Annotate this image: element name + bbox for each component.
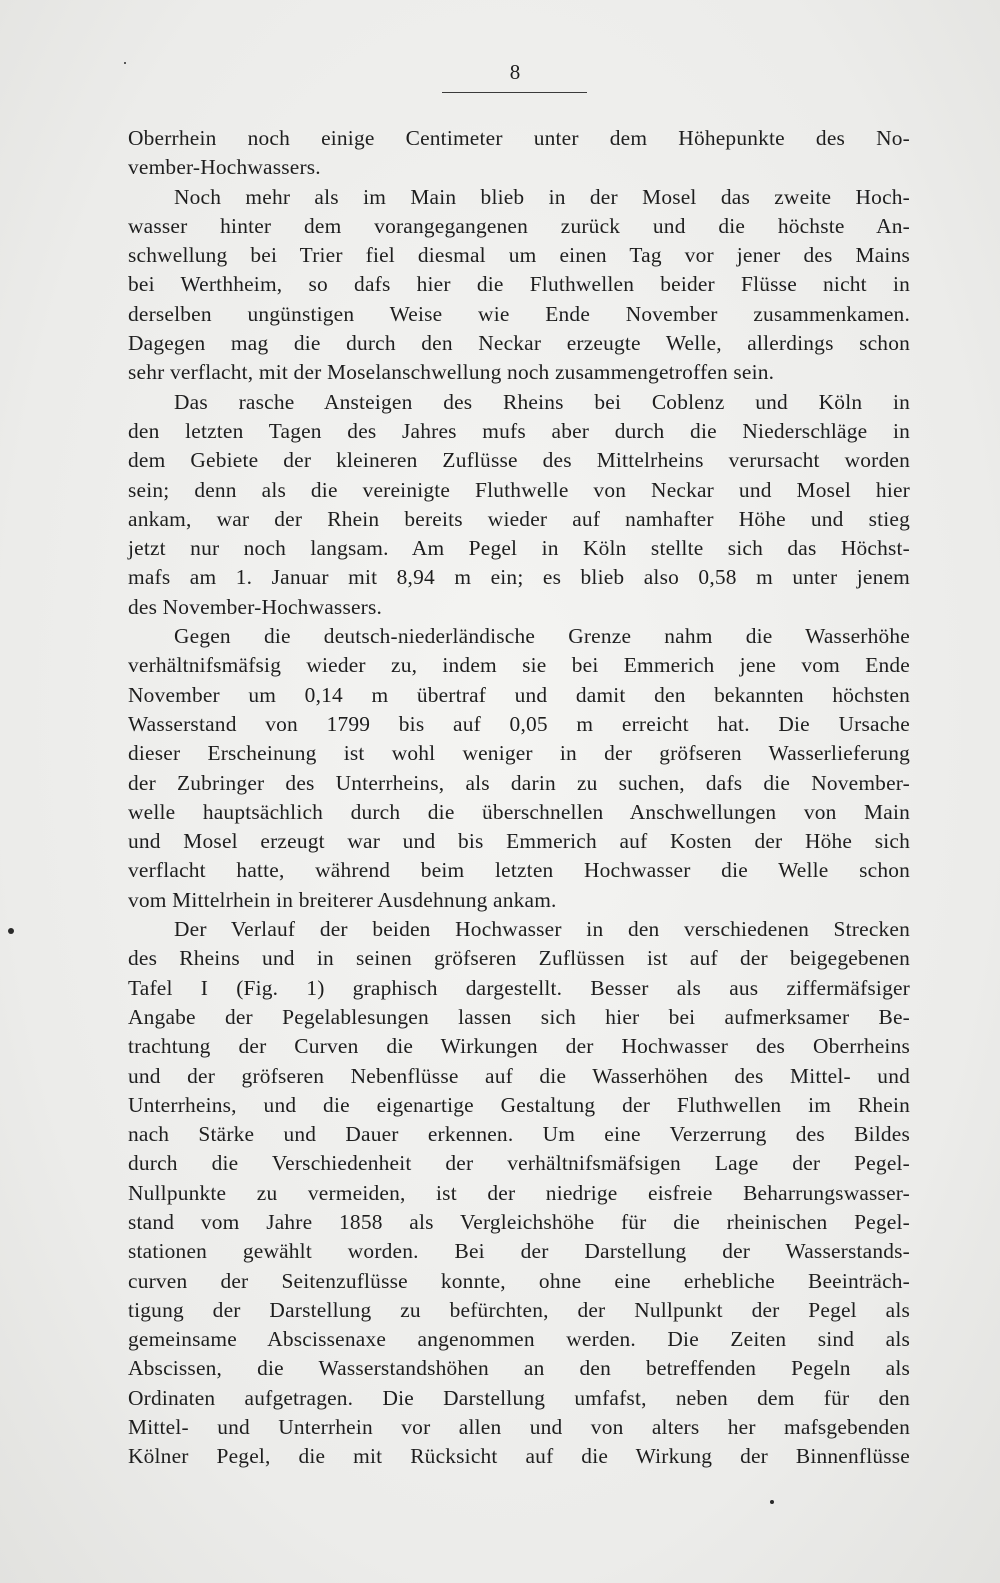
- text-line: stationen gewählt worden. Bei der Darstellung der Wasserstands-: [128, 1239, 910, 1264]
- text-line: November um 0,14 m übertraf und damit den bekannten höchsten: [128, 682, 910, 707]
- text-line: mafs am 1. Januar mit 8,94 m ein; es blieb also 0,58 m unter jenem: [128, 565, 910, 590]
- text-line: curven der Seitenzuflüsse konnte, ohne eine erhebliche Beeinträch-: [128, 1268, 910, 1293]
- text-line: Mittel- und Unterrhein vor allen und von alters her mafsgebenden: [128, 1415, 910, 1440]
- text-line: trachtung der Curven die Wirkungen der Hochwasser des Oberrheins: [128, 1034, 910, 1059]
- text-line: Tafel I (Fig. 1) graphisch dargestellt. Besser als aus ziffermäfsiger: [128, 975, 910, 1000]
- text-line: des November-Hochwassers.: [128, 594, 383, 619]
- scan-speck: [124, 62, 126, 64]
- text-line: gemeinsame Abscissenaxe angenommen werden. Die Zeiten sind als: [128, 1327, 910, 1352]
- text-line: Das rasche Ansteigen des Rheins bei Coblenz und Köln in: [174, 389, 910, 414]
- text-line: und der gröfseren Nebenflüsse auf die Wasserhöhen des Mittel- und: [128, 1063, 910, 1088]
- text-line: nach Stärke und Dauer erkennen. Um eine Verzerrung des Bildes: [128, 1122, 910, 1147]
- text-line: Kölner Pegel, die mit Rücksicht auf die Wirkung der Binnenflüsse: [128, 1444, 910, 1469]
- text-line: und Mosel erzeugt war und bis Emmerich auf Kosten der Höhe sich: [128, 829, 910, 854]
- text-line: tigung der Darstellung zu befürchten, der Nullpunkt der Pegel als: [128, 1297, 910, 1322]
- text-line: verhältnifsmäfsig wieder zu, indem sie bei Emmerich jene vom Ende: [128, 653, 910, 678]
- text-line: Unterrheins, und die eigenartige Gestaltung der Fluthwellen im Rhein: [128, 1092, 910, 1117]
- header-rule: [442, 92, 587, 93]
- text-line: Ordinaten aufgetragen. Die Darstellung umfafst, neben dem für den: [128, 1385, 910, 1410]
- text-line: schwellung bei Trier fiel diesmal um einen Tag vor jener des Mains: [128, 243, 910, 268]
- text-line: Der Verlauf der beiden Hochwasser in den verschiedenen Strecken: [174, 917, 910, 942]
- text-line: derselben ungünstigen Weise wie Ende November zusammenkamen.: [128, 301, 910, 326]
- text-line: vember-Hochwassers.: [128, 155, 321, 180]
- text-line: sehr verflacht, mit der Moselanschwellung noch zusammengetroffen sein.: [128, 360, 775, 385]
- text-line: Wasserstand von 1799 bis auf 0,05 m erreicht hat. Die Ursache: [128, 711, 910, 736]
- text-line: Angabe der Pegelablesungen lassen sich hier bei aufmerksamer Be-: [128, 1004, 910, 1029]
- text-line: stand vom Jahre 1858 als Vergleichshöhe für die rheinischen Pegel-: [128, 1209, 910, 1234]
- text-line: Abscissen, die Wasserstandshöhen an den betreffenden Pegeln als: [128, 1356, 910, 1381]
- text-line: dem Gebiete der kleineren Zuflüsse des Mittelrheins verursacht worden: [128, 448, 910, 473]
- text-line: des Rheins und in seinen gröfseren Zuflüssen ist auf der beigegebenen: [128, 946, 910, 971]
- text-line: der Zubringer des Unterrheins, als darin zu suchen, dafs die November-: [128, 770, 910, 795]
- text-line: dieser Erscheinung ist wohl weniger in der gröfseren Wasserlieferung: [128, 741, 910, 766]
- page-number: 8: [509, 60, 521, 84]
- text-line: verflacht hatte, während beim letzten Hochwasser die Welle schon: [128, 858, 910, 883]
- scan-speck: [770, 1500, 774, 1504]
- text-line: Dagegen mag die durch den Neckar erzeugte Welle, allerdings schon: [128, 331, 910, 356]
- text-line: Gegen die deutsch-niederländische Grenze nahm die Wasserhöhe: [174, 624, 910, 649]
- text-line: ankam, war der Rhein bereits wieder auf namhafter Höhe und stieg: [128, 506, 910, 531]
- text-line: Oberrhein noch einige Centimeter unter dem Höhepunkte des No-: [128, 126, 910, 150]
- text-line: wasser hinter dem vorangegangenen zurück und die höchste An-: [128, 213, 910, 238]
- scan-speck: [8, 928, 14, 934]
- text-line: jetzt nur noch langsam. Am Pegel in Köln stellte sich das Höchst-: [128, 536, 910, 561]
- text-line: durch die Verschiedenheit der verhältnifsmäfsigen Lage der Pegel-: [128, 1151, 910, 1176]
- text-line: welle hauptsächlich durch die überschnellen Anschwellungen von Main: [128, 799, 910, 824]
- text-line: Nullpunkte zu vermeiden, ist der niedrige eisfreie Beharrungswasser-: [128, 1180, 910, 1205]
- text-line: sein; denn als die vereinigte Fluthwelle von Neckar und Mosel hier: [128, 477, 910, 502]
- text-line: den letzten Tagen des Jahres mufs aber durch die Niederschläge in: [128, 418, 910, 443]
- text-line: bei Werthheim, so dafs hier die Fluthwellen beider Flüsse nicht in: [128, 272, 910, 297]
- text-line: vom Mittelrhein in breiterer Ausdehnung ankam.: [128, 887, 557, 912]
- body-text: [128, 124, 910, 1472]
- text-line: Noch mehr als im Main blieb in der Mosel das zweite Hoch-: [174, 184, 910, 209]
